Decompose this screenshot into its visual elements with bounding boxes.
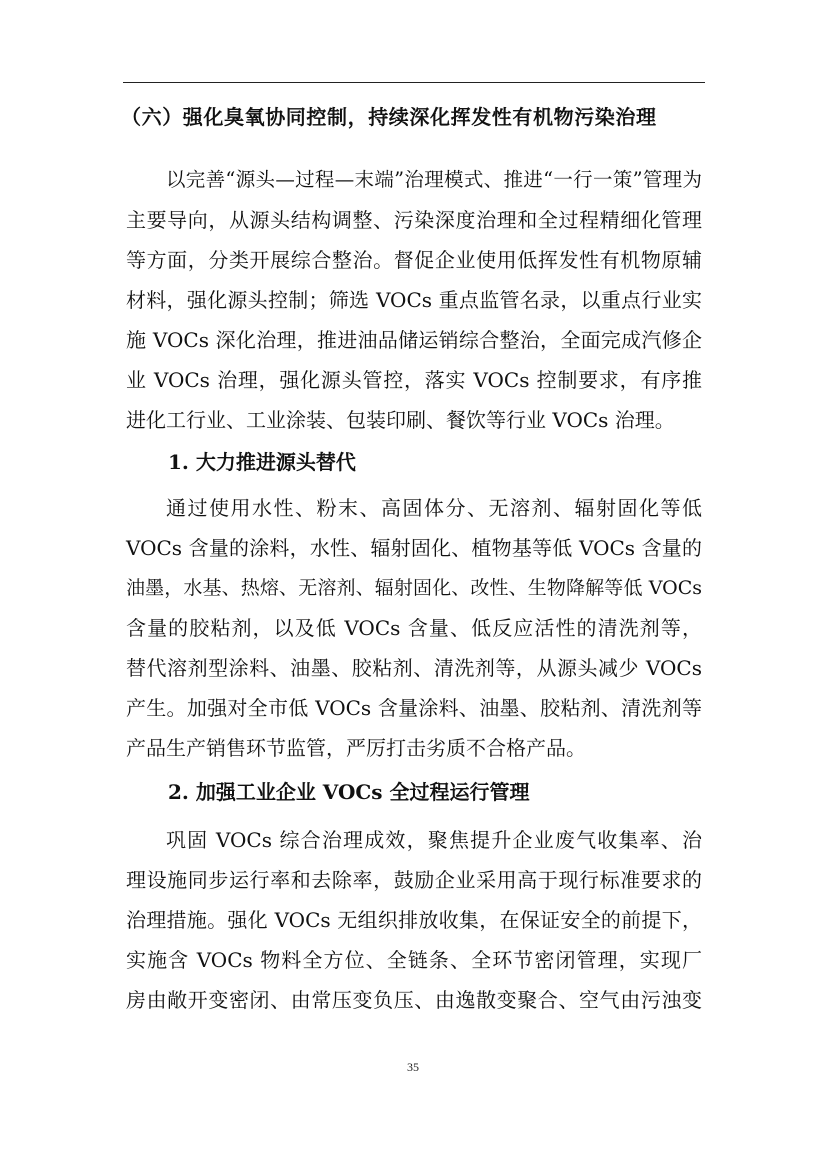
paragraph-line: 巩固 VOCs 综合治理成效，聚焦提升企业废气收集率、治 [166,828,702,852]
paragraph-1 [126,160,702,440]
paragraph-3 [126,820,702,1020]
paragraph-line: 实施含 VOCs 物料全方位、全链条、全环节密闭管理，实现厂 [126,948,702,972]
subheading-1: 1. 大力推进源头替代 [168,450,356,474]
subheading-2: 2. 加强工业企业 VOCs 全过程运行管理 [168,780,530,804]
paragraph-line: 产品生产销售环节监管，严厉打击劣质不合格产品。 [126,736,586,760]
paragraph-line: 施 VOCs 深化治理，推进油品储运销综合整治，全面完成汽修企 [126,328,702,352]
page-content [121,96,702,1020]
paragraph-line: 通过使用水性、粉末、高固体分、无溶剂、辐射固化等低 [166,496,702,520]
paragraph-line: 含量的胶粘剂，以及低 VOCs 含量、低反应活性的清洗剂等， [126,616,702,640]
page-number: 35 [407,1060,419,1074]
paragraph-2 [126,488,702,768]
paragraph-line: 进化工行业、工业涂装、包装印刷、餐饮等行业 VOCs 治理。 [126,408,675,432]
paragraph-line: 油墨，水基、热熔、无溶剂、辐射固化、改性、生物降解等低 VOCs [126,577,702,599]
paragraph-line: 主要导向，从源头结构调整、污染深度治理和全过程精细化管理 [126,208,702,232]
paragraph-line: 房由敞开变密闭、由常压变负压、由逸散变聚合、空气由污浊变 [126,988,702,1012]
paragraph-line: 治理措施。强化 VOCs 无组织排放收集，在保证安全的前提下， [126,908,702,932]
paragraph-line: 产生。加强对全市低 VOCs 含量涂料、油墨、胶粘剂、清洗剂等 [126,696,702,720]
paragraph-line: VOCs 含量的涂料，水性、辐射固化、植物基等低 VOCs 含量的 [126,536,702,560]
section-heading: （六）强化臭氧协同控制，持续深化挥发性有机物污染治理 [121,105,657,129]
paragraph-line: 材料，强化源头控制；筛选 VOCs 重点监管名录，以重点行业实 [126,288,702,312]
paragraph-line: 替代溶剂型涂料、油墨、胶粘剂、清洗剂等，从源头减少 VOCs [126,656,702,680]
paragraph-line: 理设施同步运行率和去除率，鼓励企业采用高于现行标准要求的 [126,868,702,892]
paragraph-line: 以完善“源头—过程—末端”治理模式、推进“一行一策”管理为 [166,168,702,191]
header-rule [123,82,705,83]
paragraph-line: 业 VOCs 治理，强化源头管控，落实 VOCs 控制要求，有序推 [126,368,702,392]
paragraph-line: 等方面，分类开展综合整治。督促企业使用低挥发性有机物原辅 [126,248,702,272]
